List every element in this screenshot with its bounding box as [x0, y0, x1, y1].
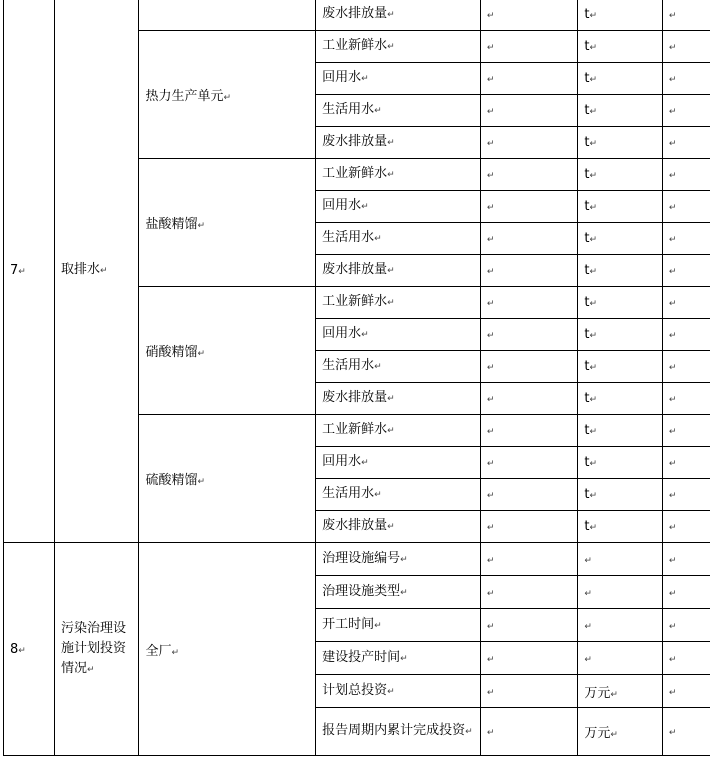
remark-cell	[662, 708, 710, 756]
item-name-text: 工业新鲜水	[322, 422, 388, 437]
unit-cell-text: t	[584, 391, 590, 406]
remark-cell	[662, 609, 710, 642]
unit-cell	[578, 223, 663, 255]
paragraph-mark: ↵	[486, 491, 495, 501]
remark-cell	[662, 223, 710, 255]
paragraph-mark: ↵	[374, 490, 382, 500]
paragraph-mark: ↵	[668, 10, 677, 21]
unit-cell-text: t	[584, 71, 590, 86]
value-cell	[480, 543, 578, 576]
paragraph-mark: ↵	[486, 139, 495, 149]
paragraph-mark: ↵	[589, 10, 598, 21]
paragraph-mark: ↵	[197, 221, 206, 231]
value-cell	[480, 63, 578, 95]
item-name	[316, 383, 481, 415]
section-number-text: 7	[10, 262, 19, 278]
unit-cell	[578, 127, 663, 159]
unit-cell	[578, 63, 663, 95]
paragraph-mark: ↵	[668, 107, 677, 117]
paragraph-mark: ↵	[668, 171, 677, 181]
remark-cell	[662, 447, 710, 479]
unit-cell	[578, 191, 663, 223]
paragraph-mark: ↵	[668, 427, 677, 437]
item-name-text: 报告周期内累计完成投资	[322, 723, 466, 738]
unit-cell	[578, 415, 663, 447]
paragraph-mark: ↵	[589, 139, 598, 149]
remark-cell	[662, 511, 710, 543]
paragraph-mark: ↵	[668, 75, 677, 85]
paragraph-mark: ↵	[486, 299, 495, 309]
unit-cell	[578, 543, 663, 576]
item-name	[316, 319, 481, 351]
unit-cell	[578, 708, 663, 756]
unit-cell	[578, 383, 663, 415]
paragraph-mark: ↵	[589, 523, 598, 533]
item-name	[316, 479, 481, 511]
item-name	[316, 675, 481, 708]
value-cell	[480, 0, 578, 31]
value-cell	[480, 479, 578, 511]
paragraph-mark: ↵	[589, 299, 598, 309]
unit-cell	[578, 479, 663, 511]
paragraph-mark: ↵	[589, 395, 598, 405]
paragraph-mark: ↵	[387, 686, 395, 697]
unit-cell-text: t	[584, 6, 590, 22]
remark-cell	[662, 319, 710, 351]
item-name	[316, 191, 481, 223]
paragraph-mark: ↵	[486, 654, 495, 665]
paragraph-mark: ↵	[361, 74, 369, 84]
paragraph-mark: ↵	[486, 728, 495, 738]
unit-cell	[578, 287, 663, 319]
paragraph-mark: ↵	[668, 235, 677, 245]
paragraph-mark: ↵	[361, 330, 369, 340]
item-name	[316, 609, 481, 642]
paragraph-mark: ↵	[486, 235, 495, 245]
paragraph-mark: ↵	[387, 266, 395, 276]
paragraph-mark: ↵	[589, 267, 598, 277]
item-name	[316, 642, 481, 675]
item-name	[316, 255, 481, 287]
unit-cell-text: t	[584, 455, 590, 470]
remark-cell	[662, 95, 710, 127]
value-cell	[480, 191, 578, 223]
paragraph-mark: ↵	[589, 107, 598, 117]
item-name	[316, 0, 481, 31]
unit-cell-text: t	[584, 263, 590, 278]
paragraph-mark: ↵	[486, 171, 495, 181]
item-name-text: 废水排放量	[322, 390, 388, 405]
unit-cell-text: 万元	[584, 726, 611, 741]
item-name-text: 回用水	[322, 454, 362, 469]
paragraph-mark: ↵	[99, 265, 108, 276]
item-name	[316, 543, 481, 576]
remark-cell	[662, 191, 710, 223]
report-table-body	[4, 0, 710, 756]
item-name-text: 回用水	[322, 198, 362, 213]
table-row	[4, 0, 710, 31]
paragraph-mark: ↵	[387, 9, 395, 20]
paragraph-mark: ↵	[486, 267, 495, 277]
item-name	[316, 351, 481, 383]
paragraph-mark: ↵	[486, 75, 495, 85]
item-name-text: 废水排放量	[322, 134, 388, 149]
item-name	[316, 447, 481, 479]
item-name-text: 治理设施编号	[322, 550, 401, 566]
unit-cell-text: t	[584, 423, 590, 438]
paragraph-mark: ↵	[589, 427, 598, 437]
remark-cell	[662, 159, 710, 191]
paragraph-mark: ↵	[486, 555, 495, 566]
paragraph-mark: ↵	[374, 620, 382, 631]
item-name	[316, 223, 481, 255]
paragraph-mark: ↵	[387, 170, 395, 180]
value-cell	[480, 415, 578, 447]
unit-cell	[578, 351, 663, 383]
paragraph-mark: ↵	[668, 687, 677, 698]
production-unit	[139, 159, 316, 287]
item-name	[316, 127, 481, 159]
paragraph-mark: ↵	[374, 234, 382, 244]
remark-cell	[662, 576, 710, 609]
production-unit	[139, 543, 316, 756]
paragraph-mark: ↵	[486, 395, 495, 405]
remark-cell	[662, 383, 710, 415]
paragraph-mark: ↵	[18, 266, 26, 277]
value-cell	[480, 255, 578, 287]
paragraph-mark: ↵	[486, 107, 495, 117]
remark-cell	[662, 31, 710, 63]
value-cell	[480, 675, 578, 708]
value-cell	[480, 31, 578, 63]
paragraph-mark: ↵	[486, 427, 495, 437]
production-unit	[139, 31, 316, 159]
paragraph-mark: ↵	[374, 106, 382, 116]
paragraph-mark: ↵	[486, 10, 495, 21]
item-name-text: 废水排放量	[322, 262, 388, 277]
paragraph-mark: ↵	[486, 523, 495, 533]
unit-cell	[578, 447, 663, 479]
unit-cell-text: t	[584, 135, 590, 150]
remark-cell	[662, 0, 710, 31]
paragraph-mark: ↵	[668, 363, 677, 373]
paragraph-mark: ↵	[668, 555, 677, 566]
paragraph-mark: ↵	[584, 588, 592, 599]
remark-cell	[662, 63, 710, 95]
paragraph-mark: ↵	[197, 477, 206, 487]
value-cell	[480, 383, 578, 415]
paragraph-mark: ↵	[387, 522, 395, 532]
unit-cell-text: t	[584, 327, 590, 342]
paragraph-mark: ↵	[668, 395, 677, 405]
paragraph-mark: ↵	[361, 458, 369, 468]
value-cell	[480, 127, 578, 159]
value-cell	[480, 95, 578, 127]
item-name-text: 废水排放量	[322, 5, 388, 21]
paragraph-mark: ↵	[374, 362, 382, 372]
unit-cell	[578, 576, 663, 609]
paragraph-mark: ↵	[589, 363, 598, 373]
paragraph-mark: ↵	[400, 554, 408, 565]
paragraph-mark: ↵	[387, 426, 395, 436]
paragraph-mark: ↵	[400, 653, 408, 664]
unit-cell-text: t	[584, 487, 590, 502]
value-cell	[480, 609, 578, 642]
item-name	[316, 159, 481, 191]
item-name	[316, 31, 481, 63]
value-cell	[480, 511, 578, 543]
paragraph-mark: ↵	[668, 491, 677, 501]
paragraph-mark: ↵	[610, 689, 618, 700]
production-unit	[139, 0, 316, 31]
item-name	[316, 576, 481, 609]
unit-cell	[578, 511, 663, 543]
production-unit-text: 硫酸精馏	[145, 473, 198, 488]
section-number	[4, 543, 55, 756]
production-unit-text: 全厂	[145, 643, 172, 659]
remark-cell	[662, 675, 710, 708]
section-name	[54, 543, 139, 756]
paragraph-mark: ↵	[584, 621, 592, 632]
report-table	[3, 0, 710, 756]
paragraph-mark: ↵	[486, 687, 495, 698]
remark-cell	[662, 255, 710, 287]
item-name	[316, 63, 481, 95]
paragraph-mark: ↵	[387, 138, 395, 148]
paragraph-mark: ↵	[486, 43, 495, 53]
value-cell	[480, 642, 578, 675]
value-cell	[480, 576, 578, 609]
paragraph-mark: ↵	[668, 588, 677, 599]
production-unit-text: 盐酸精馏	[145, 217, 198, 232]
item-name	[316, 415, 481, 447]
unit-cell	[578, 609, 663, 642]
paragraph-mark: ↵	[589, 235, 598, 245]
paragraph-mark: ↵	[668, 203, 677, 213]
unit-cell-text: t	[584, 103, 590, 118]
paragraph-mark: ↵	[589, 43, 598, 53]
paragraph-mark: ↵	[223, 93, 232, 103]
paragraph-mark: ↵	[668, 523, 677, 533]
paragraph-mark: ↵	[589, 171, 598, 181]
paragraph-mark: ↵	[668, 331, 677, 341]
unit-cell	[578, 0, 663, 31]
item-name-text: 建设投产时间	[322, 649, 401, 665]
paragraph-mark: ↵	[589, 459, 598, 469]
unit-cell-text: t	[584, 231, 590, 246]
section-number-text: 8	[10, 641, 19, 657]
unit-cell	[578, 95, 663, 127]
item-name-text: 工业新鲜水	[322, 294, 388, 309]
item-name-text: 计划总投资	[322, 682, 388, 698]
section-number	[4, 0, 55, 543]
paragraph-mark: ↵	[387, 394, 395, 404]
paragraph-mark: ↵	[361, 202, 369, 212]
unit-cell-text: t	[584, 167, 590, 182]
paragraph-mark: ↵	[668, 728, 677, 738]
section-name	[54, 0, 139, 543]
paragraph-mark: ↵	[584, 555, 592, 566]
paragraph-mark: ↵	[197, 349, 206, 359]
paragraph-mark: ↵	[668, 267, 677, 277]
paragraph-mark: ↵	[668, 299, 677, 309]
unit-cell	[578, 642, 663, 675]
paragraph-mark: ↵	[589, 203, 598, 213]
paragraph-mark: ↵	[486, 588, 495, 599]
value-cell	[480, 708, 578, 756]
production-unit	[139, 415, 316, 543]
paragraph-mark: ↵	[465, 727, 473, 737]
unit-cell-text: 万元	[584, 685, 611, 701]
paragraph-mark: ↵	[86, 664, 95, 675]
production-unit	[139, 287, 316, 415]
paragraph-mark: ↵	[589, 491, 598, 501]
value-cell	[480, 447, 578, 479]
remark-cell	[662, 479, 710, 511]
item-name-text: 回用水	[322, 70, 362, 85]
paragraph-mark: ↵	[610, 730, 618, 740]
remark-cell	[662, 415, 710, 447]
item-name-text: 开工时间	[322, 616, 375, 632]
paragraph-mark: ↵	[668, 139, 677, 149]
item-name-text: 生活用水	[322, 486, 375, 501]
unit-cell	[578, 255, 663, 287]
remark-cell	[662, 127, 710, 159]
remark-cell	[662, 642, 710, 675]
production-unit-text: 热力生产单元	[145, 89, 224, 104]
paragraph-mark: ↵	[486, 459, 495, 469]
unit-cell-text: t	[584, 199, 590, 214]
paragraph-mark: ↵	[589, 75, 598, 85]
paragraph-mark: ↵	[18, 645, 26, 656]
item-name	[316, 511, 481, 543]
item-name-text: 生活用水	[322, 358, 375, 373]
item-name-text: 生活用水	[322, 102, 375, 117]
unit-cell-text: t	[584, 39, 590, 54]
paragraph-mark: ↵	[387, 298, 395, 308]
item-name-text: 工业新鲜水	[322, 166, 388, 181]
paragraph-mark: ↵	[668, 621, 677, 632]
value-cell	[480, 159, 578, 191]
value-cell	[480, 223, 578, 255]
paragraph-mark: ↵	[400, 587, 408, 598]
paragraph-mark: ↵	[668, 654, 677, 665]
section-name-text: 污染治理设施计划投资情况	[60, 620, 126, 676]
unit-cell-text: t	[584, 519, 590, 534]
unit-cell-text: t	[584, 295, 590, 310]
item-name-text: 生活用水	[322, 230, 375, 245]
paragraph-mark: ↵	[486, 363, 495, 373]
paragraph-mark: ↵	[486, 331, 495, 341]
value-cell	[480, 351, 578, 383]
paragraph-mark: ↵	[171, 647, 180, 658]
paragraph-mark: ↵	[589, 331, 598, 341]
unit-cell-text: t	[584, 359, 590, 374]
paragraph-mark: ↵	[486, 203, 495, 213]
item-name-text: 回用水	[322, 326, 362, 341]
remark-cell	[662, 287, 710, 319]
item-name	[316, 708, 481, 756]
remark-cell	[662, 543, 710, 576]
paragraph-mark: ↵	[668, 459, 677, 469]
unit-cell	[578, 159, 663, 191]
production-unit-text: 硝酸精馏	[145, 345, 198, 360]
paragraph-mark: ↵	[486, 621, 495, 632]
paragraph-mark: ↵	[387, 42, 395, 52]
paragraph-mark: ↵	[668, 43, 677, 53]
table-row	[4, 543, 710, 576]
section-name-text: 取排水	[60, 261, 100, 277]
unit-cell	[578, 319, 663, 351]
item-name	[316, 95, 481, 127]
unit-cell	[578, 31, 663, 63]
item-name-text: 治理设施类型	[322, 583, 401, 599]
item-name-text: 工业新鲜水	[322, 38, 388, 53]
item-name	[316, 287, 481, 319]
paragraph-mark: ↵	[584, 654, 592, 665]
value-cell	[480, 287, 578, 319]
value-cell	[480, 319, 578, 351]
item-name-text: 废水排放量	[322, 518, 388, 533]
remark-cell	[662, 351, 710, 383]
unit-cell	[578, 675, 663, 708]
